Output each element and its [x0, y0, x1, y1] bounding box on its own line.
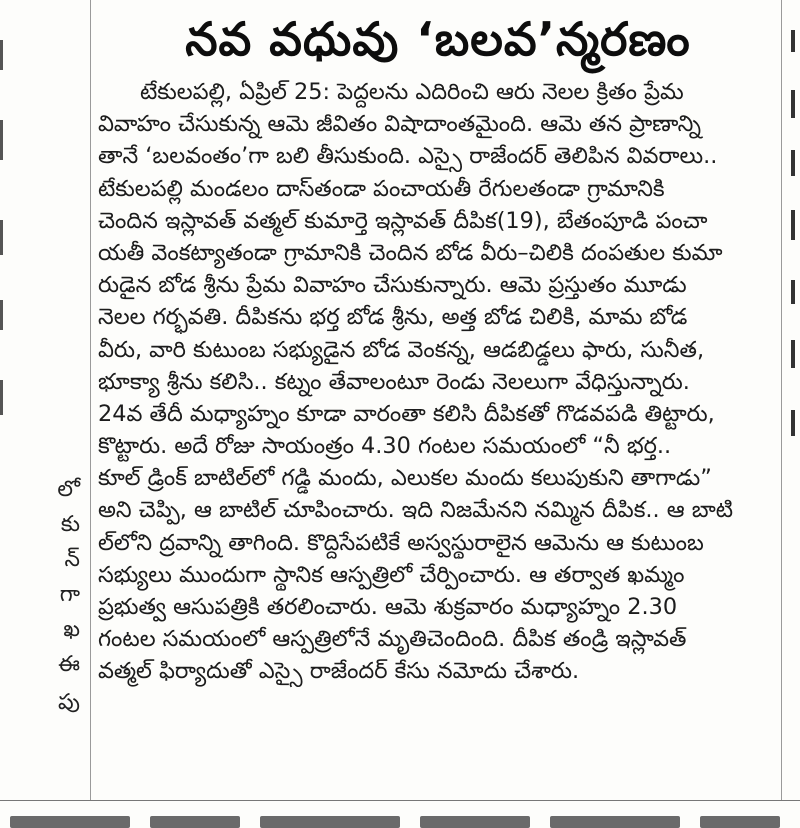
body-line: వీరు, వారి కుటుంబ సభ్యుడైన బోడ వెంకన్న, ఆడబిడ్డలు ఫారు, సునీత,	[98, 336, 705, 363]
left-column-fragment: గా	[59, 582, 80, 607]
left-adjacent-column	[0, 0, 86, 800]
bottom-divider	[0, 800, 800, 801]
next-article-edge	[0, 806, 800, 828]
body-line: తానే ‘బలవంతం’గా బలి తీసుకుంది. ఎస్సై రాజేందర్ తెలిపిన వివరాలు..	[98, 143, 718, 170]
body-line: నెలల గర్భవతి. దీపికను భర్త బోడ శ్రీను, అత్త బోడ చిలికి, మామ బోడ	[98, 304, 688, 331]
left-column-fragment: న్	[64, 547, 80, 572]
body-line: టేకులపల్లి మండలం దాస్‌తండా పంచాయతీ రేగులతండా గ్రామానికి	[98, 175, 665, 202]
left-column-fragment: కు	[60, 512, 80, 537]
column-divider-right	[781, 0, 782, 800]
cut-off-text	[260, 816, 400, 828]
column-edge-mark	[791, 340, 795, 368]
column-edge-mark	[0, 120, 3, 160]
cut-off-text	[150, 816, 240, 828]
body-line: చెందిన ఇస్లావత్ వత్మల్ కుమార్తె ఇస్లావత్ దీపిక(19), బేతంపూడి పంచా	[98, 207, 708, 234]
body-line: ల్‌లోని ద్రవాన్ని తాగింది. కొద్దిసేపటికే అస్వస్థురాలైన ఆమెను ఆ కుటుంబ	[98, 529, 704, 556]
column-edge-mark	[791, 280, 795, 304]
body-line: వత్మల్ ఫిర్యాదుతో ఎస్సై రాజేందర్ కేసు నమోదు చేశారు.	[98, 658, 580, 685]
left-column-fragment: ఈ	[58, 652, 80, 677]
column-divider-left	[90, 0, 91, 800]
news-article	[98, 8, 778, 688]
right-adjacent-column	[785, 0, 800, 800]
body-line: గంటల సమయంలో ఆస్పత్రిలోనే మృతిచెందింది. దీపిక తండ్రి ఇస్లావత్	[98, 626, 687, 653]
body-line: 24వ తేదీ మధ్యాహ్నం కూడా వారంతా కలిసి దీపికతో గొడవపడి తిట్టారు,	[98, 400, 715, 427]
column-edge-mark	[791, 90, 795, 118]
column-edge-mark	[0, 300, 3, 330]
cut-off-text	[550, 816, 680, 828]
column-edge-mark	[0, 40, 3, 70]
body-line: అని చెప్పి, ఆ బాటిల్ చూపించారు. ఇది నిజమేనని నమ్మిన దీపిక.. ఆ బాటి	[98, 497, 734, 524]
column-edge-mark	[0, 380, 3, 415]
article-headline: నవ వధువు ‘బలవ’న్మరణం	[185, 12, 691, 66]
left-column-fragment: పు	[58, 690, 80, 715]
left-column-fragment: ఖ	[63, 617, 80, 642]
body-line: భూక్యా శ్రీను కలిసి.. కట్నం తేవాలంటూ రెండు నెలలుగా వేధిస్తున్నారు.	[98, 368, 690, 395]
cut-off-text	[10, 816, 130, 828]
left-column-fragment: లో	[57, 477, 80, 502]
body-line: రుడైన బోడ శ్రీను ప్రేమ వివాహం చేసుకున్నారు. ఆమె ప్రస్తుతం మూడు	[98, 272, 687, 299]
cut-off-text	[420, 816, 530, 828]
column-edge-mark	[791, 30, 795, 52]
body-line: సభ్యులు ముందుగా స్థానిక ఆస్పత్రిలో చేర్పించారు. ఆ తర్వాత ఖమ్మం	[98, 561, 685, 588]
column-edge-mark	[791, 150, 795, 176]
body-line: కొట్టారు. అదే రోజు సాయంత్రం 4.30 గంటల సమయంలో “నీ భర్త..	[98, 433, 672, 460]
column-edge-mark	[0, 220, 3, 255]
article-body	[98, 76, 778, 688]
body-line: యతీ వెంకట్యాతండా గ్రామానికి చెందిన బోడ వీరు–చిలికి దంపతుల కుమా	[98, 239, 723, 266]
column-edge-mark	[791, 410, 795, 436]
body-line: ప్రభుత్వ ఆసుపత్రికి తరలించారు. ఆమె శుక్రవారం మధ్యాహ్నం 2.30	[98, 594, 678, 620]
cut-off-text	[700, 816, 780, 828]
body-line: కూల్ డ్రింక్ బాటిల్‌లో గడ్డి మందు, ఎలుకల మందు కలుపుకుని తాగాడు”	[98, 465, 712, 492]
body-line: వివాహం చేసుకున్న ఆమె జీవితం విషాదాంతమైంది. ఆమె తన ప్రాణాన్ని	[98, 111, 701, 138]
body-line: టేకులపల్లి, ఏప్రిల్ 25: పెద్దలను ఎదిరించి ఆరు నెలల క్రితం ప్రేమ	[140, 79, 684, 105]
column-edge-mark	[791, 210, 795, 240]
